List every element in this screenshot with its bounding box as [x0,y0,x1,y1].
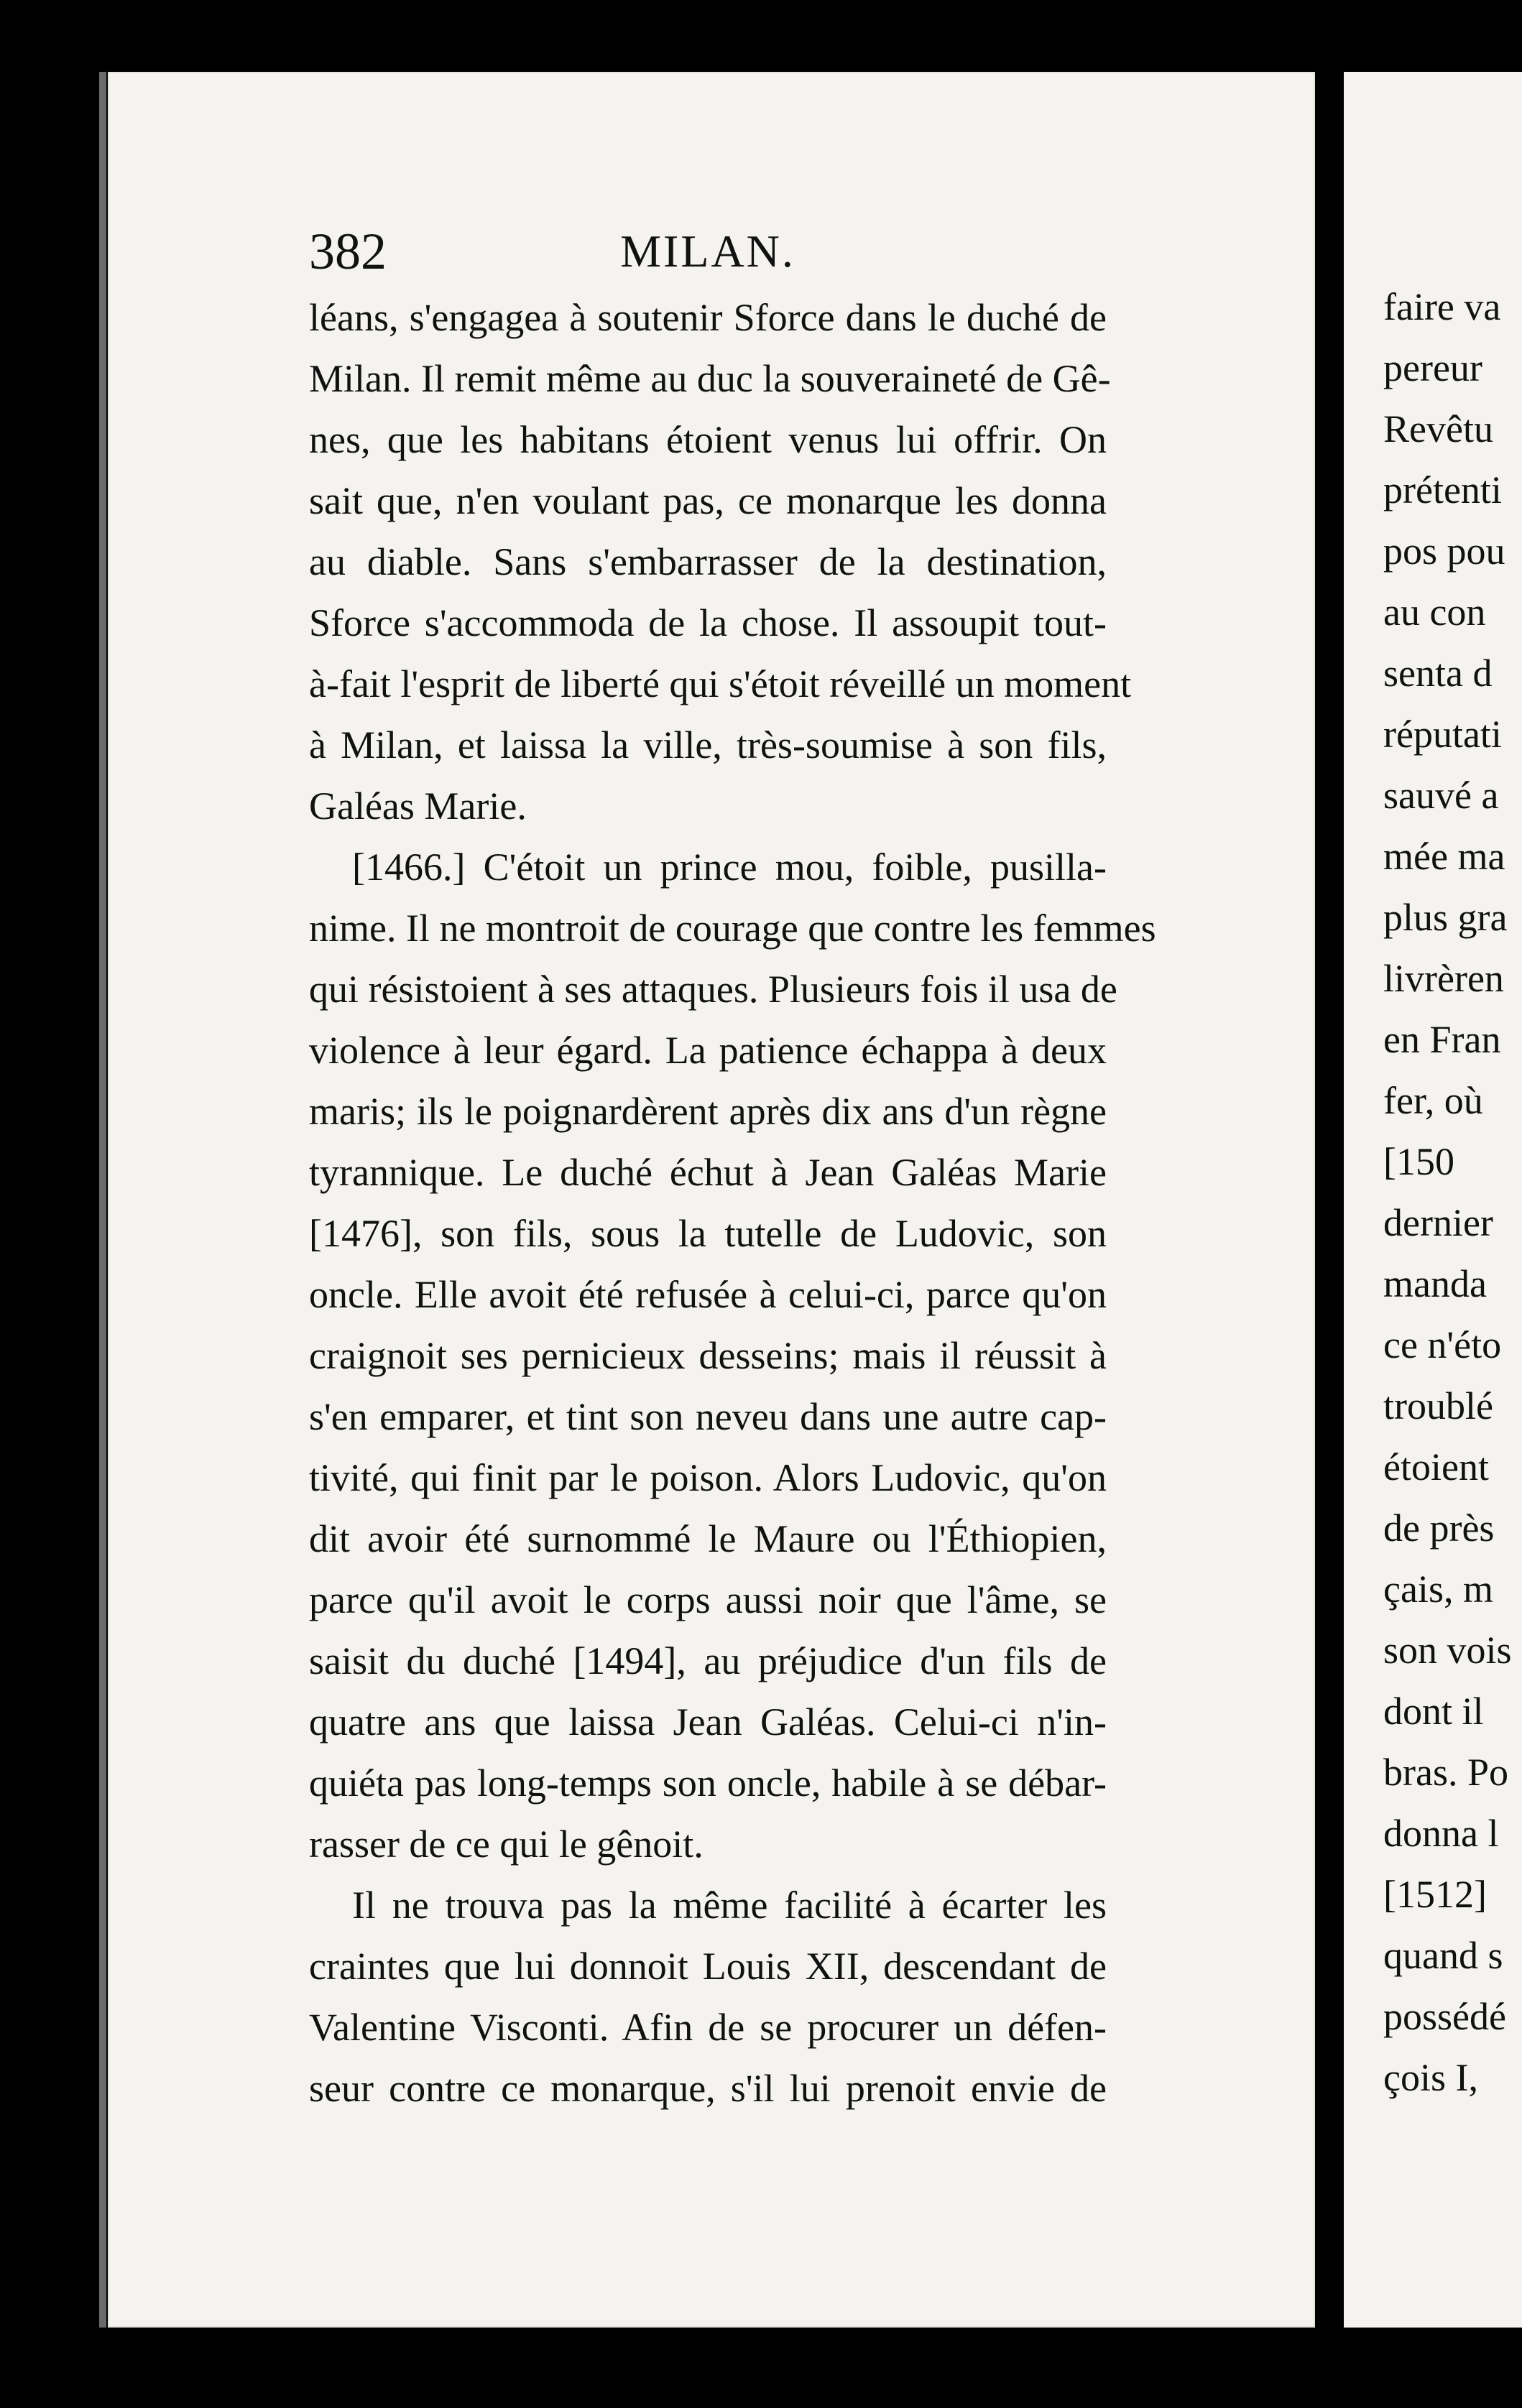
facing-text-line: livrèren [1383,957,1504,1000]
text-line: Valentine Visconti. Afin de se procurer un défen- [309,2006,1107,2049]
facing-text-line: dont il [1383,1690,1484,1733]
text-line: au diable. Sans s'embarrasser de la destination, [309,540,1107,583]
facing-text-line: ce n'éto [1383,1323,1502,1366]
text-line: à-fait l'esprit de liberté qui s'étoit réveillé un moment [309,662,1132,705]
facing-text-line: çois I, [1383,2056,1478,2099]
facing-text-line: prétenti [1383,468,1502,511]
facing-text-line: [150 [1383,1140,1454,1183]
facing-text-line: çais, m [1383,1567,1493,1611]
text-line: sait que, n'en voulant pas, ce monarque les donna [309,479,1107,522]
text-line: [1476], son fils, sous la tutelle de Ludovic, son [309,1212,1107,1255]
facing-page-text [1383,277,1512,2108]
text-line: tyrannique. Le duché échut à Jean Galéas Marie [309,1151,1107,1194]
text-line: [1466.] C'étoit un prince mou, foible, pusilla- [352,846,1107,889]
left-page [108,72,1315,2328]
facing-text-line: troublé [1383,1384,1493,1427]
text-line: rasser de ce qui le gênoit. [309,1823,704,1866]
text-line: maris; ils le poignardèrent après dix ans d'un règne [309,1090,1107,1133]
facing-text-line: de près [1383,1506,1495,1550]
text-line: Galéas Marie. [309,784,527,828]
facing-text-line: Revêtu [1383,407,1493,450]
text-line: oncle. Elle avoit été refusée à celui-ci, parce qu'on [309,1273,1107,1316]
facing-text-line: son vois [1383,1629,1512,1672]
page-number: 382 [309,223,387,280]
text-line: nes, que les habitans étoient venus lui offrir. On [309,418,1107,461]
text-line: craintes que lui donnoit Louis XII, descendant de [309,1945,1107,1988]
text-line: léans, s'engagea à soutenir Sforce dans le duché de [309,296,1107,339]
text-line: seur contre ce monarque, s'il lui prenoit envie de [309,2067,1107,2110]
facing-text-line: fer, où [1383,1079,1483,1122]
facing-text-line: quand s [1383,1934,1503,1977]
text-line: Il ne trouva pas la même facilité à écarter les [352,1884,1107,1927]
facing-text-line: mée ma [1383,835,1505,878]
text-line: quiéta pas long-temps son oncle, habile à se débar- [309,1761,1107,1805]
facing-text-line: senta d [1383,652,1493,695]
facing-text-line: en Fran [1383,1018,1501,1061]
facing-page [1344,72,1522,2328]
text-line: craignoit ses pernicieux desseins; mais il réussit à [309,1334,1107,1377]
facing-text-line: faire va [1383,285,1501,328]
page-header [309,219,1107,284]
text-line: parce qu'il avoit le corps aussi noir que l'âme, se [309,1578,1107,1621]
facing-text-line: manda [1383,1262,1487,1305]
facing-text-line: possédé [1383,1995,1506,2038]
text-line: qui résistoient à ses attaques. Plusieurs fois il usa de [309,968,1117,1011]
running-head: MILAN. [620,226,795,277]
facing-text-line: [1512] [1383,1873,1487,1916]
text-line: saisit du duché [1494], au préjudice d'un fils de [309,1639,1107,1682]
facing-text-line: bras. Po [1383,1751,1508,1794]
text-line: tivité, qui finit par le poison. Alors Ludovic, qu'on [309,1456,1107,1499]
main-text-block [309,287,1156,2119]
facing-text-line: au con [1383,591,1486,634]
text-line: à Milan, et laissa la ville, très-soumise à son fils, [309,723,1107,767]
text-line: quatre ans que laissa Jean Galéas. Celui-ci n'in- [309,1700,1107,1744]
facing-text-line: dernier [1383,1201,1493,1244]
text-line: Sforce s'accommoda de la chose. Il assoupit tout- [309,601,1107,644]
text-line: s'en emparer, et tint son neveu dans une autre cap- [309,1395,1107,1438]
text-line: nime. Il ne montroit de courage que contre les femmes [309,907,1156,950]
facing-text-line: donna l [1383,1812,1499,1855]
text-line: dit avoir été surnommé le Maure ou l'Éthiopien, [309,1517,1107,1560]
facing-text-line: étoient [1383,1445,1489,1488]
facing-text-line: sauvé a [1383,774,1499,817]
text-line: violence à leur égard. La patience échappa à deux [309,1029,1107,1072]
facing-text-line: pereur [1383,346,1482,389]
facing-text-line: plus gra [1383,896,1508,939]
facing-text-line: réputati [1383,713,1502,756]
facing-text-line: pos pou [1383,529,1505,573]
text-line: Milan. Il remit même au duc la souveraineté de Gê- [309,357,1111,400]
